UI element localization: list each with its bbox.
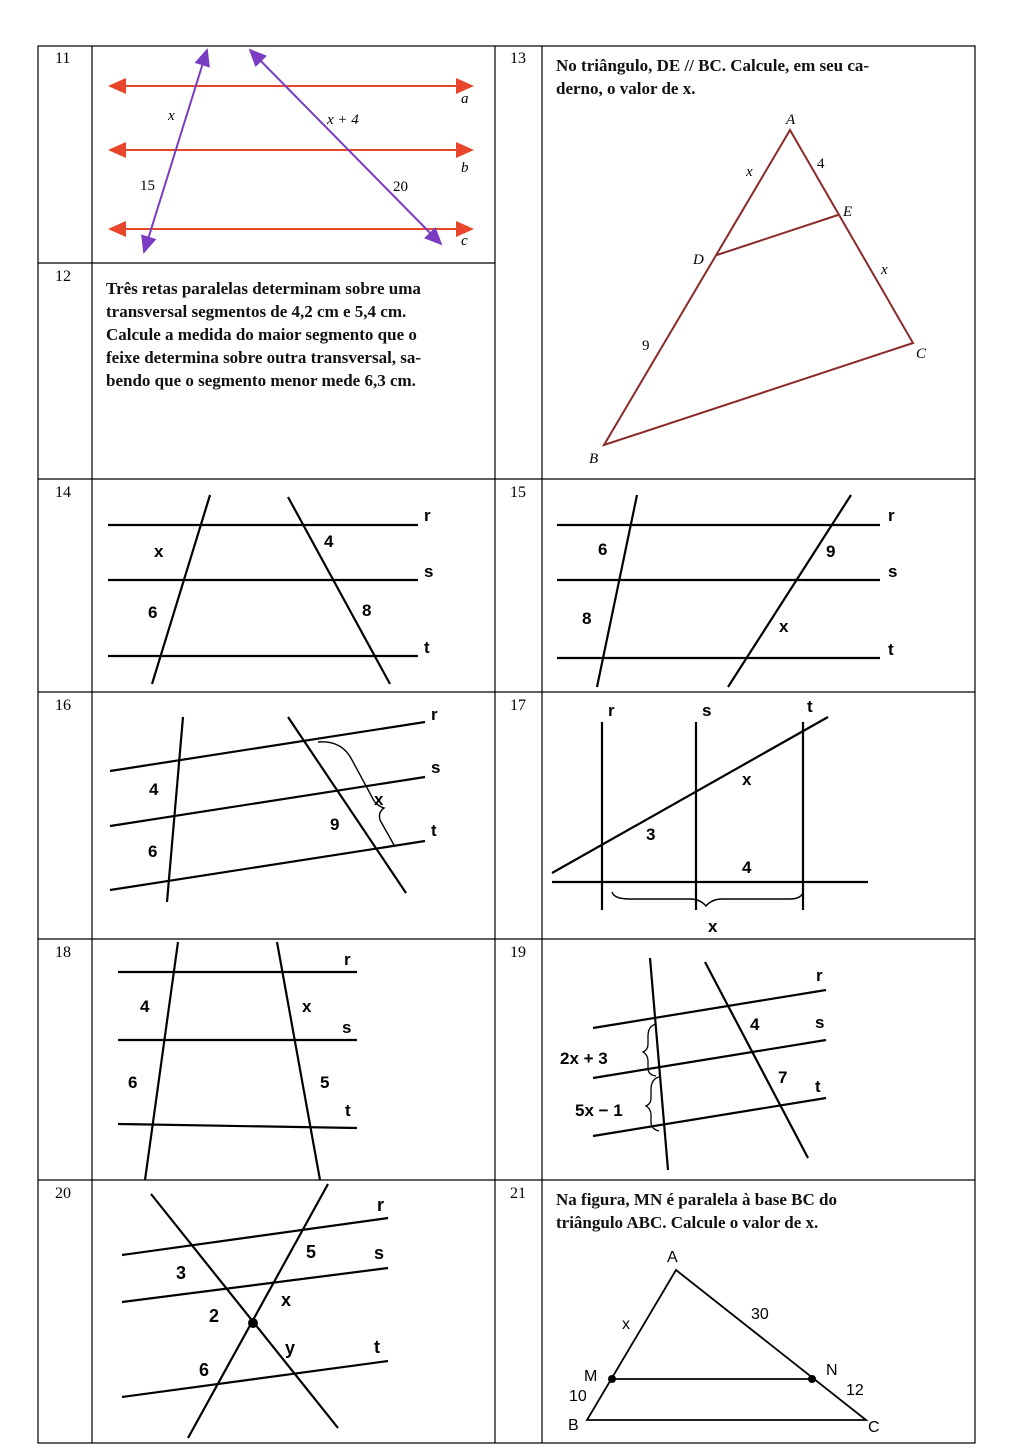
- point-n: [808, 1375, 816, 1383]
- label-t: t: [374, 1337, 380, 1357]
- problem-21-line: triângulo ABC. Calcule o valor de x.: [556, 1213, 819, 1232]
- label-6: 6: [148, 603, 158, 622]
- label-4: 4: [742, 858, 752, 877]
- label-8: 8: [582, 609, 592, 628]
- vertex-a: A: [786, 112, 796, 128]
- label-7: 7: [778, 1068, 788, 1087]
- label-x: x: [168, 108, 175, 124]
- label-c: c: [461, 233, 468, 249]
- label-2: 2: [209, 1306, 220, 1326]
- label-s: s: [888, 562, 898, 581]
- label-4: 4: [817, 156, 825, 172]
- label-9: 9: [826, 542, 836, 561]
- triangle-abc: [587, 1270, 866, 1420]
- label-r: r: [344, 950, 351, 969]
- problem-number-19: 19: [510, 944, 526, 961]
- problem-number-11: 11: [55, 50, 71, 67]
- label-12: 12: [846, 1382, 864, 1399]
- problem-13-line: No triângulo, DE // BC. Calcule, em seu ca-: [556, 56, 870, 75]
- problem-21-line: Na figura, MN é paralela à base BC do: [556, 1190, 837, 1209]
- label-6: 6: [148, 842, 158, 861]
- problem-number-16: 16: [55, 697, 71, 714]
- problem-12-line: Três retas paralelas determinam sobre uma: [106, 279, 421, 298]
- vertex-b: B: [589, 451, 599, 467]
- label-6: 6: [199, 1360, 210, 1380]
- label-x: x: [281, 1290, 292, 1310]
- label-2x-plus-3: 2x + 3: [560, 1049, 608, 1068]
- label-r: r: [816, 966, 823, 985]
- label-t: t: [888, 640, 894, 659]
- label-b: b: [461, 160, 469, 176]
- vertex-a: A: [667, 1249, 678, 1266]
- label-3: 3: [646, 825, 656, 844]
- label-s: s: [424, 562, 434, 581]
- problem-number-12: 12: [55, 268, 71, 285]
- label-r: r: [431, 705, 438, 724]
- problem-number-18: 18: [55, 944, 71, 961]
- label-x-ad: x: [746, 164, 753, 180]
- vertex-e: E: [843, 204, 853, 220]
- problem-12-line: Calcule a medida do maior segmento que o: [106, 325, 417, 344]
- label-x-plus-4: x + 4: [327, 112, 359, 128]
- problem-number-20: 20: [55, 1185, 71, 1202]
- label-8: 8: [362, 601, 372, 620]
- label-6: 6: [598, 540, 608, 559]
- label-4: 4: [324, 532, 334, 551]
- label-r: r: [377, 1195, 385, 1215]
- label-4: 4: [750, 1015, 760, 1034]
- label-x-bottom: x: [708, 917, 718, 936]
- label-t: t: [815, 1077, 821, 1096]
- label-3: 3: [176, 1263, 187, 1283]
- label-9: 9: [330, 815, 340, 834]
- label-s: s: [374, 1243, 385, 1263]
- label-a: a: [461, 91, 469, 107]
- label-y: y: [285, 1338, 296, 1358]
- label-x: x: [154, 542, 164, 561]
- label-x: x: [622, 1316, 630, 1333]
- vertex-n: N: [826, 1362, 838, 1379]
- label-x-ec: x: [881, 262, 888, 278]
- label-5x-minus-1: 5x − 1: [575, 1101, 623, 1120]
- label-r: r: [424, 506, 431, 525]
- label-s: s: [702, 701, 712, 720]
- label-15: 15: [140, 178, 155, 194]
- problem-number-14: 14: [55, 484, 71, 501]
- label-5: 5: [320, 1073, 330, 1092]
- label-t: t: [345, 1101, 351, 1120]
- label-x: x: [302, 997, 312, 1016]
- problem-12-line: bendo que o segmento menor mede 6,3 cm.: [106, 371, 416, 390]
- point-m: [608, 1375, 616, 1383]
- label-s: s: [431, 758, 441, 777]
- label-9: 9: [642, 338, 650, 354]
- label-t: t: [807, 697, 813, 716]
- problem-13-line: derno, o valor de x.: [556, 79, 696, 98]
- problem-12-line: feixe determina sobre outra transversal, sa-: [106, 348, 422, 367]
- label-x: x: [779, 617, 789, 636]
- label-x: x: [374, 790, 384, 809]
- problem-number-15: 15: [510, 484, 526, 501]
- label-6: 6: [128, 1073, 138, 1092]
- vertex-d: D: [693, 252, 704, 268]
- label-s: s: [342, 1018, 352, 1037]
- vertex-m: M: [584, 1368, 598, 1385]
- label-5: 5: [306, 1242, 317, 1262]
- label-x-top: x: [742, 770, 752, 789]
- problem-12-line: transversal segmentos de 4,2 cm e 5,4 cm.: [106, 302, 407, 321]
- label-r: r: [888, 506, 895, 525]
- label-4: 4: [149, 780, 159, 799]
- label-s: s: [815, 1013, 825, 1032]
- vertex-c: C: [916, 346, 927, 362]
- label-4: 4: [140, 997, 150, 1016]
- vertex-b: B: [568, 1417, 579, 1434]
- problem-number-13: 13: [510, 50, 526, 67]
- problem-number-21: 21: [510, 1185, 526, 1202]
- vertex-c: C: [868, 1419, 880, 1436]
- label-30: 30: [751, 1306, 769, 1323]
- label-10: 10: [569, 1388, 587, 1405]
- label-t: t: [424, 638, 430, 657]
- label-20: 20: [393, 179, 408, 195]
- label-r: r: [608, 701, 615, 720]
- problem-number-17: 17: [510, 697, 526, 714]
- label-t: t: [431, 821, 437, 840]
